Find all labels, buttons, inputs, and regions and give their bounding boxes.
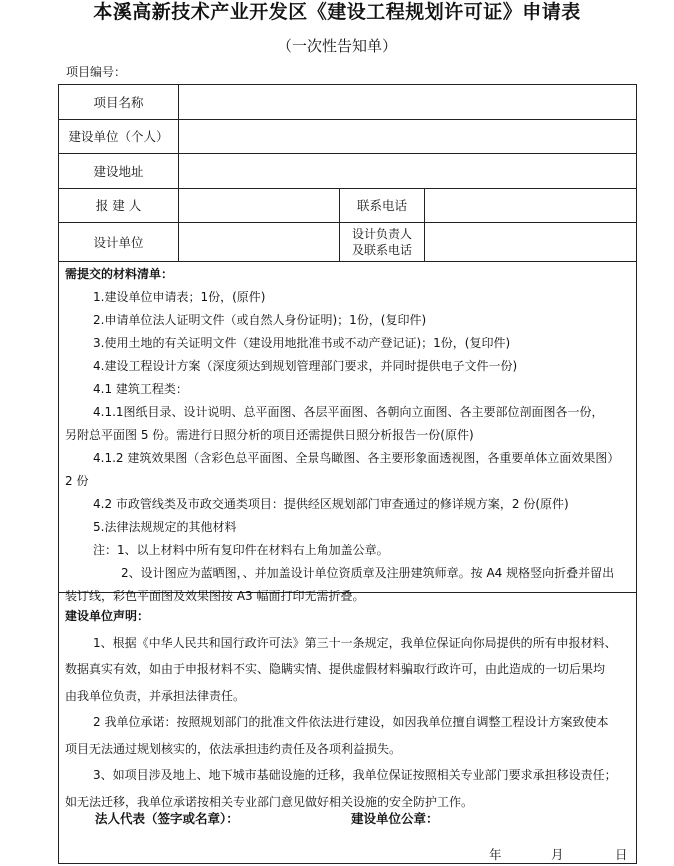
design-lead-label	[340, 223, 424, 261]
materials-note: 2、设计图应为蓝晒图，、并加盖设计单位资质章及注册建筑师章。按 A4 规格竖向折叠并留出	[121, 566, 615, 580]
page-title: 本溪高新技术产业开发区《建设工程规划许可证》申请表	[93, 1, 581, 23]
row-divider	[59, 261, 636, 262]
design-lead-label-line2: 及联系电话	[351, 243, 412, 257]
materials-item: 4.1.2 建筑效果图（含彩色总平面图、全景鸟瞰图、各主要形象面透视图，各重要单体立面效果图）	[93, 451, 620, 465]
materials-item: 3.使用土地的有关证明文件（建设用地批准书或不动产登记证)；1份，(复印件)	[93, 336, 511, 350]
declaration-text: 如无法迁移，我单位承诺按相关专业部门意见做好相关设施的安全防护工作。	[65, 794, 474, 809]
materials-item: 另附总平面图 5 份。需进行日照分析的项目还需提供日照分析报告一份(原件)	[65, 428, 474, 442]
materials-item: 4.1.1图纸目录、设计说明、总平面图、各层平面图、各朝向立面图、各主要部位剖面图各一份，	[93, 405, 604, 419]
design-lead-label-line1: 设计负责人	[351, 227, 412, 241]
design-unit-field[interactable]	[179, 223, 339, 261]
materials-section	[59, 263, 636, 608]
declaration-text: 2 我单位承诺：按照规划部门的批准文件依法进行建设，如因我单位擅自调整工程设计方案致使本	[93, 715, 609, 729]
declaration-text: 数据真实有效，如由于申报材料不实、隐瞒实情、提供虚假材料骗取行政许可，由此造成的一切后果均	[65, 662, 606, 676]
project-number-label: 项目编号：	[66, 65, 127, 79]
materials-heading: 需提交的材料清单：	[65, 267, 174, 281]
materials-item: 2 份	[65, 474, 89, 488]
applicant-field[interactable]	[179, 189, 339, 222]
materials-item: 2.申请单位法人证明文件（或自然人身份证明)；1份，(复印件)	[93, 313, 427, 327]
materials-item: 4.建设工程设计方案（深度须达到规划管理部门要求，并同时提供电子文件一份)	[93, 359, 518, 373]
page-subtitle: （一次性告知单）	[276, 37, 397, 55]
date-month-label: 月	[551, 847, 564, 862]
project-name-label: 项目名称	[93, 94, 144, 110]
applicant-label: 报 建 人	[95, 198, 142, 213]
address-field[interactable]	[179, 154, 636, 188]
declaration-section	[59, 603, 636, 815]
declaration-text: 3、如项目涉及地上、地下城市基础设施的迁移，我单位保证按照相关专业部门要求承担移设责任；	[93, 768, 617, 782]
declaration-heading: 建设单位声明：	[65, 609, 150, 623]
phone-label: 联系电话	[356, 198, 407, 213]
materials-note: 注：1、以上材料中所有复印件在材料右上角加盖公章。	[93, 543, 389, 557]
materials-note: 装订线，彩色平面图及效果图按 A3 幅面打印无需折叠。	[65, 589, 365, 603]
address-label: 建设地址	[93, 163, 144, 179]
legal-rep-signature-label: 法人代表（签字或名章）：	[95, 811, 239, 826]
materials-item: 5.法律法规规定的其他材料	[93, 520, 237, 534]
declaration-text: 由我单位负责，并承担法律责任。	[65, 688, 246, 703]
project-name-field[interactable]	[179, 85, 636, 119]
company-seal-label: 建设单位公章：	[351, 811, 439, 826]
date-year-label: 年	[489, 847, 502, 862]
phone-field[interactable]	[425, 189, 636, 222]
date-day-label: 日	[615, 847, 628, 862]
application-form-table	[58, 84, 637, 864]
builder-field[interactable]	[179, 120, 636, 153]
materials-item: 4.2 市政管线类及市政交通类项目：提供经区规划部门审查通过的修详规方案，2 份(原件)	[93, 497, 569, 511]
design-lead-field[interactable]	[425, 223, 636, 261]
declaration-text: 项目无法通过规划核实的，依法承担违约责任及各项利益损失。	[65, 741, 402, 756]
materials-item: 4.1 建筑工程类：	[93, 382, 188, 396]
materials-item: 1.建设单位申请表；1份，(原件)	[93, 290, 266, 304]
design-unit-label: 设计单位	[93, 234, 144, 250]
declaration-text: 1、根据《中华人民共和国行政许可法》第三十一条规定，我单位保证向你局提供的所有申报材料、	[93, 635, 617, 650]
builder-label: 建设单位（个人）	[68, 129, 169, 144]
